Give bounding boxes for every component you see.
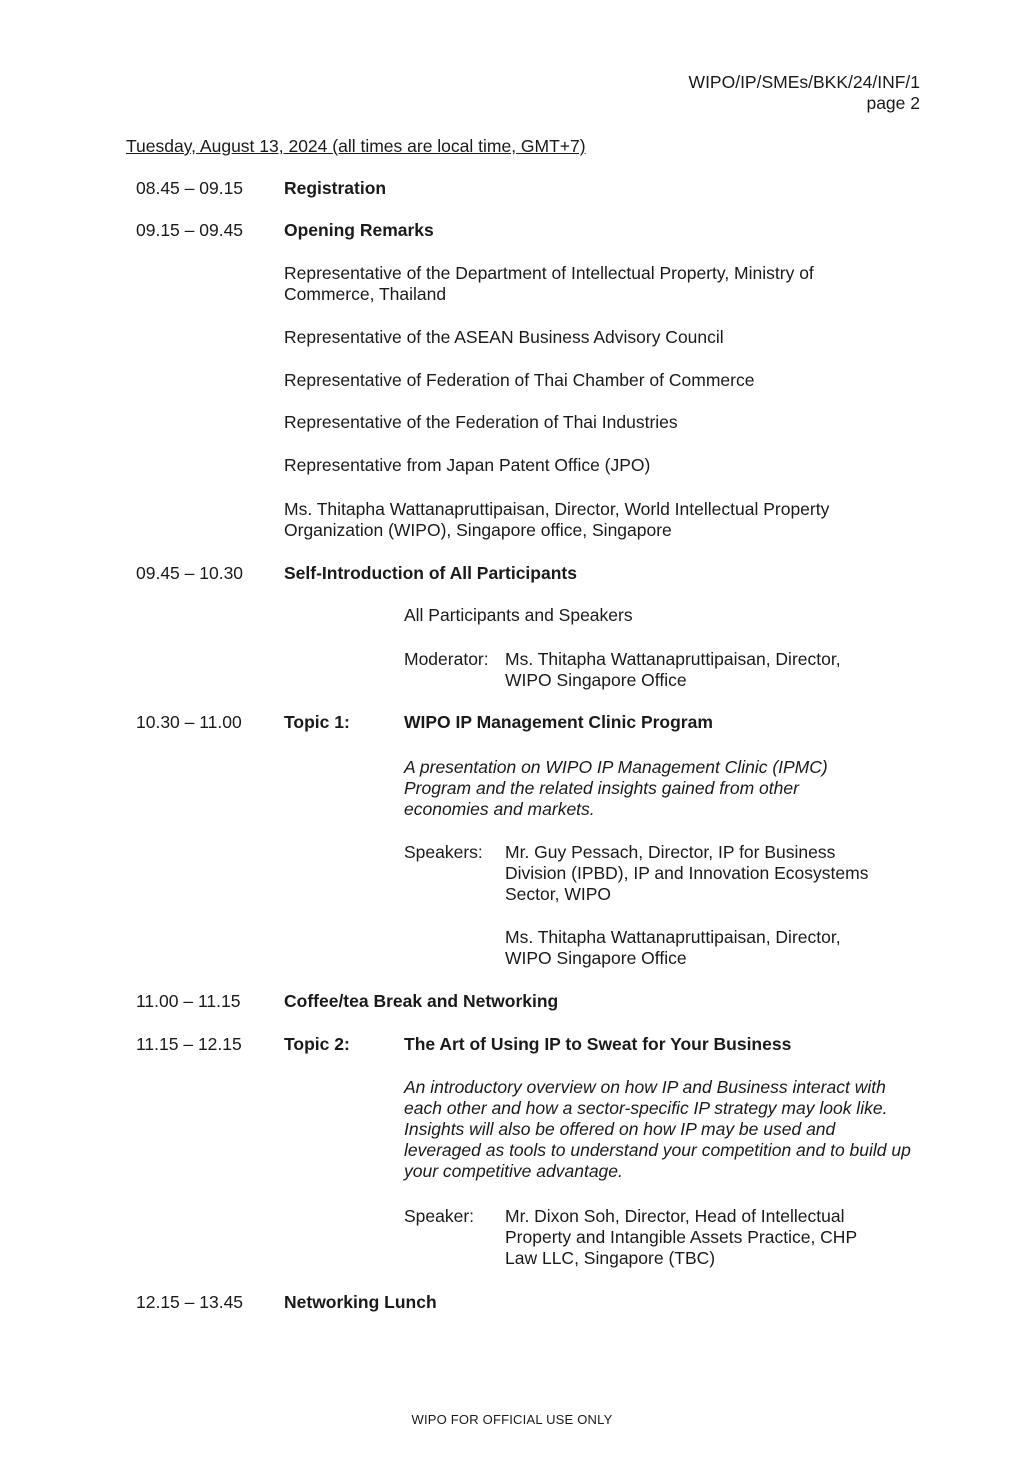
- session-title: Registration: [284, 178, 387, 198]
- session-title: Opening Remarks: [284, 220, 434, 240]
- opening-remarks-item: Representative of the ASEAN Business Advisory Council: [284, 327, 724, 347]
- opening-remarks-item: Ms. Thitapha Wattanapruttipaisan, Director, World Intellectual Property Organization (WIPO), Singapore office, Singapore: [284, 499, 830, 540]
- footer-classification: WIPO FOR OFFICIAL USE ONLY: [411, 1412, 613, 1427]
- session-title: WIPO IP Management Clinic Program: [404, 712, 713, 732]
- day-heading: Tuesday, August 13, 2024 (all times are local time, GMT+7): [126, 136, 586, 156]
- speaker-label: Speaker:: [404, 1206, 475, 1226]
- session-time: 09.45 – 10.30: [136, 563, 244, 583]
- session-description: A presentation on WIPO IP Management Clinic (IPMC) Program and the related insights gained from other economies and markets.: [404, 757, 828, 819]
- session-title: Self-Introduction of All Participants: [284, 563, 577, 583]
- session-title: The Art of Using IP to Sweat for Your Business: [404, 1034, 792, 1054]
- moderator-name: Ms. Thitapha Wattanapruttipaisan, Director, WIPO Singapore Office: [505, 649, 841, 690]
- opening-remarks-item: Representative from Japan Patent Office (JPO): [284, 455, 651, 475]
- participants-text: All Participants and Speakers: [404, 605, 633, 625]
- session-time: 12.15 – 13.45: [136, 1292, 244, 1312]
- speaker-entry: Mr. Dixon Soh, Director, Head of Intellectual Property and Intangible Assets Practice, CHP Law LLC, Singapore (TBC): [505, 1206, 857, 1268]
- session-title: Networking Lunch: [284, 1292, 437, 1312]
- session-time: 09.15 – 09.45: [136, 220, 244, 240]
- speaker-entry: Mr. Guy Pessach, Director, IP for Business Division (IPBD), IP and Innovation Ecosystems Sector, WIPO: [505, 842, 869, 904]
- topic-label: Topic 1:: [284, 712, 350, 732]
- session-time: 11.15 – 12.15: [136, 1034, 242, 1054]
- document-header: [689, 72, 920, 114]
- page-number: page 2: [866, 93, 920, 113]
- topic-label: Topic 2:: [284, 1034, 350, 1054]
- opening-remarks-item: Representative of Federation of Thai Chamber of Commerce: [284, 370, 755, 390]
- moderator-label: Moderator:: [404, 649, 489, 669]
- session-description: An introductory overview on how IP and Business interact with each other and how a sector-specific IP strategy may look like. Insights will also be offered on how IP may be used and leveraged as tools to understand your competition and to build up your competitive advantage.: [404, 1077, 911, 1181]
- speakers-label: Speakers:: [404, 842, 483, 862]
- session-time: 08.45 – 09.15: [136, 178, 244, 198]
- session-time: 11.00 – 11.15: [136, 991, 241, 1011]
- session-title: Coffee/tea Break and Networking: [284, 991, 559, 1011]
- opening-remarks-item: Representative of the Federation of Thai Industries: [284, 412, 678, 432]
- document-reference: WIPO/IP/SMEs/BKK/24/INF/1: [688, 72, 920, 92]
- session-time: 10.30 – 11.00: [136, 712, 242, 732]
- speaker-entry: Ms. Thitapha Wattanapruttipaisan, Director, WIPO Singapore Office: [505, 927, 841, 968]
- opening-remarks-item: Representative of the Department of Intellectual Property, Ministry of Commerce, Thailand: [284, 263, 814, 304]
